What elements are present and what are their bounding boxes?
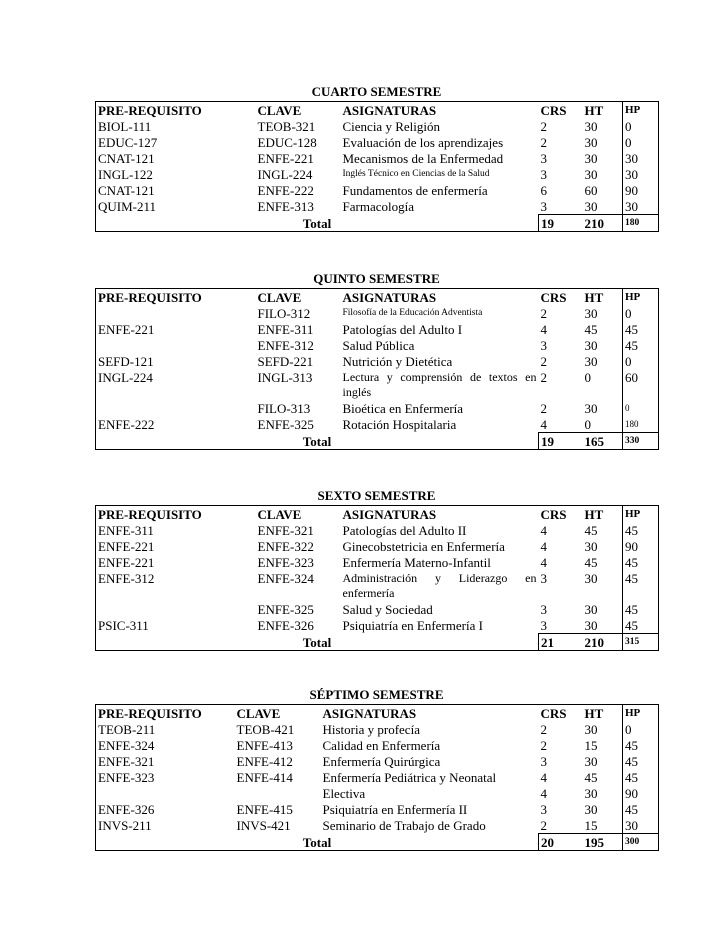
total-hp: 315 xyxy=(623,634,659,651)
cell-prereq: PSIC-311 xyxy=(98,618,149,633)
cell-ht: 30 xyxy=(584,199,598,214)
cell-crs: 6 xyxy=(540,183,547,198)
total-hp: 180 xyxy=(623,215,659,232)
cell-clave: INGL-224 xyxy=(257,167,313,182)
total-hp: 300 xyxy=(623,834,659,851)
cell-crs: 2 xyxy=(540,119,547,134)
table-row xyxy=(96,721,659,737)
table-row xyxy=(96,321,659,337)
total-crs: 19 xyxy=(539,215,583,232)
cell-crs: 2 xyxy=(540,722,547,737)
total-row xyxy=(96,433,659,450)
table-row xyxy=(96,570,659,601)
cell-crs: 4 xyxy=(540,417,547,432)
cell-ht: 30 xyxy=(584,306,598,321)
cell-asignatura: Enfermería Materno-Infantil xyxy=(342,555,491,570)
cell-prereq: ENFE-311 xyxy=(98,523,154,538)
cell-ht: 30 xyxy=(584,539,598,554)
cell-asignatura: Historia y profecía xyxy=(322,722,420,737)
cell-hp: 45 xyxy=(623,737,659,753)
cell-clave: FILO-313 xyxy=(257,401,311,416)
cell-asignatura: Ciencia y Religión xyxy=(342,119,440,134)
cell-hp: 45 xyxy=(623,321,659,337)
total-crs: 20 xyxy=(539,834,583,851)
semester-cuarto xyxy=(95,84,658,232)
cell-crs: 4 xyxy=(540,555,547,570)
cell-hp: 30 xyxy=(623,166,659,182)
table-row xyxy=(96,538,659,554)
cell-prereq: ENFE-324 xyxy=(98,738,155,753)
cell-prereq: QUIM-211 xyxy=(98,199,157,214)
cell-crs: 3 xyxy=(540,338,547,353)
cell-hp: 90 xyxy=(623,182,659,198)
cell-ht: 30 xyxy=(584,338,598,353)
table-row xyxy=(96,118,659,134)
cell-asignatura: Electiva xyxy=(322,786,366,801)
header-prereq: PRE-REQUISITO xyxy=(98,103,202,118)
cell-ht: 30 xyxy=(584,401,598,416)
cell-asignatura: Filosofía de la Educación Adventista xyxy=(342,308,483,318)
cell-prereq: EDUC-127 xyxy=(98,135,158,150)
cell-clave: TEOB-421 xyxy=(236,722,295,737)
semester-septimo xyxy=(95,687,658,851)
cell-prereq xyxy=(96,337,256,353)
header-hp: HP xyxy=(623,705,659,722)
cell-clave: ENFE-311 xyxy=(257,322,314,337)
cell-crs: 3 xyxy=(540,602,547,617)
course-table xyxy=(95,288,659,450)
semester-sexto xyxy=(95,488,658,651)
table-row xyxy=(96,337,659,353)
cell-prereq: TEOB-211 xyxy=(98,722,156,737)
table-row xyxy=(96,554,659,570)
header-clave: CLAVE xyxy=(257,103,302,118)
cell-ht: 30 xyxy=(584,151,598,166)
cell-clave: SEFD-221 xyxy=(257,354,314,369)
table-row xyxy=(96,353,659,369)
cell-ht: 30 xyxy=(584,786,598,801)
header-ht: HT xyxy=(584,507,604,522)
cell-clave: ENFE-324 xyxy=(257,571,314,586)
total-label: Total xyxy=(302,634,332,650)
cell-clave xyxy=(235,785,321,801)
cell-clave: ENFE-325 xyxy=(257,417,314,432)
cell-asignatura: Inglés Técnico en Ciencias de la Salud xyxy=(342,169,490,179)
cell-prereq: CNAT-121 xyxy=(98,183,155,198)
total-crs: 21 xyxy=(539,634,583,651)
cell-hp: 90 xyxy=(623,785,659,801)
table-row xyxy=(96,769,659,785)
course-table xyxy=(95,101,659,232)
cell-ht: 30 xyxy=(584,167,598,182)
cell-asignatura: Salud Pública xyxy=(342,338,415,353)
cell-asignatura: Fundamentos de enfermería xyxy=(342,183,488,198)
cell-clave: ENFE-414 xyxy=(236,770,293,785)
table-row xyxy=(96,737,659,753)
cell-ht: 30 xyxy=(584,722,598,737)
cell-crs: 3 xyxy=(540,151,547,166)
cell-asignatura: Psiquiatría en Enfermería II xyxy=(322,802,468,817)
cell-ht: 45 xyxy=(584,770,598,785)
cell-prereq xyxy=(96,305,256,321)
table-row xyxy=(96,416,659,433)
cell-asignatura: Enfermería Pediátrica y Neonatal xyxy=(322,770,497,785)
total-ht: 165 xyxy=(583,433,623,450)
cell-ht: 30 xyxy=(584,571,598,586)
cell-ht: 15 xyxy=(584,818,598,833)
cell-asignatura: Psiquiatría en Enfermería I xyxy=(342,618,483,633)
table-row xyxy=(96,134,659,150)
course-table xyxy=(95,704,659,851)
cell-ht: 0 xyxy=(584,417,591,432)
cell-hp: 0 xyxy=(623,400,659,416)
cell-ht: 30 xyxy=(584,119,598,134)
cell-clave: ENFE-325 xyxy=(257,602,314,617)
header-crs: CRS xyxy=(540,103,567,118)
cell-clave: ENFE-415 xyxy=(236,802,293,817)
cell-asignatura: Salud y Sociedad xyxy=(342,602,433,617)
header-asignaturas: ASIGNATURAS xyxy=(322,706,417,721)
cell-ht: 45 xyxy=(584,322,598,337)
cell-prereq: ENFE-312 xyxy=(98,571,155,586)
cell-asignatura: Bioética en Enfermería xyxy=(342,401,464,416)
cell-hp: 45 xyxy=(623,522,659,538)
cell-ht: 45 xyxy=(584,555,598,570)
cell-asignatura: Enfermería Quirúrgica xyxy=(322,754,441,769)
semester-title: QUINTO SEMESTRE xyxy=(313,271,440,286)
cell-clave: TEOB-321 xyxy=(257,119,316,134)
cell-asignatura: Farmacología xyxy=(342,199,414,214)
cell-hp: 45 xyxy=(623,769,659,785)
table-row xyxy=(96,617,659,634)
cell-crs: 2 xyxy=(540,135,547,150)
cell-clave: ENFE-321 xyxy=(257,523,314,538)
cell-hp: 45 xyxy=(623,617,659,634)
cell-crs: 2 xyxy=(540,354,547,369)
cell-asignatura: Rotación Hospitalaria xyxy=(342,417,457,432)
cell-crs: 3 xyxy=(540,571,547,586)
cell-prereq: ENFE-221 xyxy=(98,539,155,554)
cell-asignatura: Seminario de Trabajo de Grado xyxy=(322,818,486,833)
table-row xyxy=(96,753,659,769)
header-prereq: PRE-REQUISITO xyxy=(98,507,202,522)
cell-clave: ENFE-323 xyxy=(257,555,314,570)
cell-hp: 60 xyxy=(623,369,659,400)
cell-crs: 3 xyxy=(540,618,547,633)
cell-ht: 0 xyxy=(584,370,591,385)
cell-prereq: ENFE-326 xyxy=(98,802,155,817)
cell-asignatura: Mecanismos de la Enfermedad xyxy=(342,151,504,166)
cell-crs: 4 xyxy=(540,786,547,801)
cell-ht: 15 xyxy=(584,738,598,753)
header-hp: HP xyxy=(623,102,659,119)
cell-clave: ENFE-313 xyxy=(257,199,314,214)
table-row xyxy=(96,801,659,817)
cell-ht: 60 xyxy=(584,183,598,198)
header-asignaturas: ASIGNATURAS xyxy=(342,507,437,522)
cell-prereq: ENFE-321 xyxy=(98,754,155,769)
cell-asignatura: Patologías del Adulto I xyxy=(342,322,463,337)
cell-prereq: INGL-122 xyxy=(98,167,153,182)
cell-hp: 0 xyxy=(623,305,659,321)
header-clave: CLAVE xyxy=(257,507,302,522)
total-label: Total xyxy=(302,433,332,449)
cell-clave: ENFE-222 xyxy=(257,183,314,198)
table-row xyxy=(96,785,659,801)
cell-crs: 2 xyxy=(540,738,547,753)
total-ht: 210 xyxy=(583,634,623,651)
header-clave: CLAVE xyxy=(236,706,281,721)
cell-crs: 2 xyxy=(540,306,547,321)
cell-prereq: ENFE-222 xyxy=(98,417,155,432)
cell-prereq: SEFD-121 xyxy=(98,354,154,369)
table-row xyxy=(96,400,659,416)
cell-ht: 30 xyxy=(584,135,598,150)
cell-asignatura: Patologías del Adulto II xyxy=(342,523,467,538)
cell-crs: 4 xyxy=(540,770,547,785)
cell-ht: 30 xyxy=(584,618,598,633)
table-row xyxy=(96,522,659,538)
total-label: Total xyxy=(302,215,332,231)
cell-hp: 0 xyxy=(623,721,659,737)
table-row xyxy=(96,369,659,400)
cell-hp: 45 xyxy=(623,337,659,353)
semester-title: CUARTO SEMESTRE xyxy=(311,84,442,99)
course-table xyxy=(95,505,659,651)
header-crs: CRS xyxy=(540,290,567,305)
header-hp: HP xyxy=(623,506,659,523)
cell-hp: 30 xyxy=(623,198,659,215)
cell-clave: ENFE-221 xyxy=(257,151,314,166)
cell-ht: 30 xyxy=(584,802,598,817)
table-row xyxy=(96,601,659,617)
table-header-row xyxy=(96,102,659,119)
total-ht: 195 xyxy=(583,834,623,851)
cell-ht: 30 xyxy=(584,754,598,769)
header-prereq: PRE-REQUISITO xyxy=(98,706,202,721)
cell-prereq: INVS-211 xyxy=(98,818,152,833)
header-ht: HT xyxy=(584,103,604,118)
cell-prereq: ENFE-221 xyxy=(98,322,155,337)
cell-prereq: ENFE-221 xyxy=(98,555,155,570)
total-crs: 19 xyxy=(539,433,583,450)
cell-asignatura: Evaluación de los aprendizajes xyxy=(342,135,504,150)
header-ht: HT xyxy=(584,290,604,305)
header-clave: CLAVE xyxy=(257,290,302,305)
cell-clave: INGL-313 xyxy=(257,370,313,385)
header-asignaturas: ASIGNATURAS xyxy=(342,103,437,118)
header-prereq: PRE-REQUISITO xyxy=(98,290,202,305)
total-row xyxy=(96,215,659,232)
cell-asignatura: Lectura y comprensión de textos en inglés xyxy=(342,370,537,399)
table-row xyxy=(96,182,659,198)
cell-asignatura: Administración y Liderazgo en enfermería xyxy=(342,571,537,600)
cell-hp: 45 xyxy=(623,801,659,817)
header-ht: HT xyxy=(584,706,604,721)
table-row xyxy=(96,150,659,166)
cell-crs: 2 xyxy=(540,370,547,385)
cell-prereq xyxy=(96,601,256,617)
header-asignaturas: ASIGNATURAS xyxy=(342,290,437,305)
cell-crs: 2 xyxy=(540,818,547,833)
cell-prereq xyxy=(96,400,256,416)
cell-hp: 180 xyxy=(623,416,659,433)
cell-hp: 0 xyxy=(623,353,659,369)
cell-hp: 90 xyxy=(623,538,659,554)
cell-asignatura: Nutrición y Dietética xyxy=(342,354,453,369)
cell-crs: 2 xyxy=(540,401,547,416)
cell-hp: 45 xyxy=(623,570,659,601)
cell-clave: ENFE-412 xyxy=(236,754,293,769)
table-row xyxy=(96,166,659,182)
cell-prereq: BIOL-111 xyxy=(98,119,152,134)
header-crs: CRS xyxy=(540,706,567,721)
cell-prereq: ENFE-323 xyxy=(98,770,155,785)
cell-asignatura: Ginecobstetricia en Enfermería xyxy=(342,539,505,554)
total-row xyxy=(96,634,659,651)
cell-prereq: INGL-224 xyxy=(98,370,153,385)
cell-clave: ENFE-312 xyxy=(257,338,314,353)
semester-title: SEXTO SEMESTRE xyxy=(317,488,436,503)
semester-title: SÉPTIMO SEMESTRE xyxy=(309,687,444,702)
table-row xyxy=(96,817,659,834)
cell-clave: FILO-312 xyxy=(257,306,311,321)
total-ht: 210 xyxy=(583,215,623,232)
table-header-row xyxy=(96,506,659,523)
cell-hp: 45 xyxy=(623,554,659,570)
cell-clave: EDUC-128 xyxy=(257,135,317,150)
cell-hp: 0 xyxy=(623,118,659,134)
cell-ht: 30 xyxy=(584,602,598,617)
cell-crs: 4 xyxy=(540,523,547,538)
header-hp: HP xyxy=(623,289,659,306)
total-hp: 330 xyxy=(623,433,659,450)
table-row xyxy=(96,198,659,215)
cell-hp: 45 xyxy=(623,601,659,617)
cell-ht: 45 xyxy=(584,523,598,538)
table-row xyxy=(96,305,659,321)
cell-crs: 3 xyxy=(540,802,547,817)
cell-crs: 4 xyxy=(540,539,547,554)
cell-hp: 45 xyxy=(623,753,659,769)
cell-ht: 30 xyxy=(584,354,598,369)
cell-crs: 3 xyxy=(540,754,547,769)
semester-quinto xyxy=(95,271,658,450)
total-label: Total xyxy=(302,834,332,850)
cell-clave: INVS-421 xyxy=(236,818,291,833)
cell-prereq xyxy=(96,785,235,801)
cell-crs: 3 xyxy=(540,199,547,214)
cell-prereq: CNAT-121 xyxy=(98,151,155,166)
cell-hp: 30 xyxy=(623,817,659,834)
cell-clave: ENFE-326 xyxy=(257,618,314,633)
table-header-row xyxy=(96,289,659,306)
cell-hp: 30 xyxy=(623,150,659,166)
header-crs: CRS xyxy=(540,507,567,522)
cell-clave: ENFE-413 xyxy=(236,738,293,753)
cell-hp: 0 xyxy=(623,134,659,150)
cell-crs: 4 xyxy=(540,322,547,337)
cell-clave: ENFE-322 xyxy=(257,539,314,554)
cell-asignatura: Calidad en Enfermería xyxy=(322,738,441,753)
cell-crs: 3 xyxy=(540,167,547,182)
total-row xyxy=(96,834,659,851)
table-header-row xyxy=(96,705,659,722)
